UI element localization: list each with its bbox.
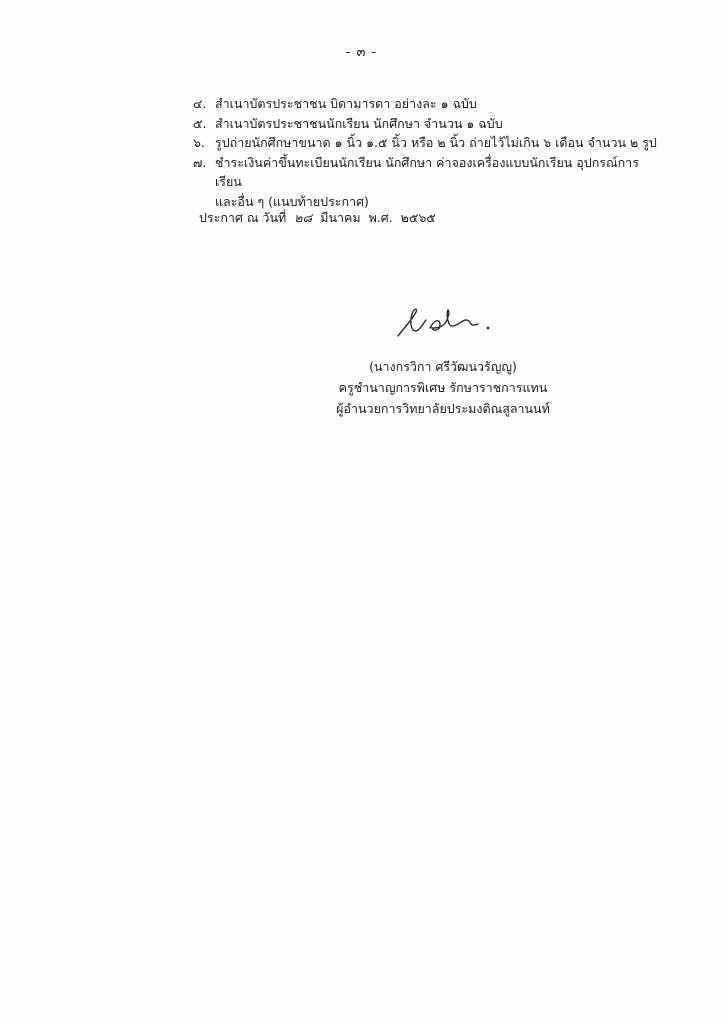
list-item — [193, 133, 663, 153]
announcement-year: ๒๕๖๕ — [400, 210, 436, 225]
page-number: - ๓ - — [345, 45, 378, 60]
requirements-list — [193, 94, 663, 211]
list-item — [193, 114, 663, 134]
announcement-month: มีนาคม — [320, 210, 361, 225]
item-text-continuation: และอื่น ๆ (แนบท้ายประกาศ) — [215, 193, 369, 209]
announcement-date-line — [199, 208, 436, 228]
item-text-block — [215, 153, 663, 212]
item-number: ๗. — [193, 154, 207, 170]
handwritten-signature — [392, 298, 502, 344]
announcement-prefix: ประกาศ ณ วันที่ — [199, 210, 287, 225]
list-item — [193, 94, 663, 114]
signer-name: (นางกรวิกา ศรีวัฒนวรัญญู) — [369, 359, 517, 374]
item-text: สำเนาบัตรประชาชนนักเรียน นักศึกษา จำนวน ๑ ฉบับ — [215, 115, 503, 131]
announcement-era: พ.ศ. — [368, 210, 393, 225]
item-number: ๕. — [193, 115, 207, 131]
signer-title: ผู้อำนวยการวิทยาลัยประมงติณสูลานนท์ — [336, 401, 550, 416]
item-number: ๔. — [193, 96, 207, 111]
item-text: ชำระเงินค่าขึ้นทะเบียนนักเรียน นักศึกษา ค่าจองเครื่องแบบนักเรียน อุปกรณ์การเรียน — [215, 154, 639, 189]
signer-position: ครูชำนาญการพิเศษ รักษาราชการแทน — [338, 380, 548, 395]
announcement-day: ๒๘ — [294, 210, 313, 225]
item-text: รูปถ่ายนักศึกษาขนาด ๑ นิ้ว ๑.๕ นิ้ว หรือ ๒ นิ้ว ถ่ายไว้ไม่เกิน ๖ เดือน จำนวน ๒ รูป — [215, 135, 657, 150]
item-number: ๖. — [193, 135, 205, 150]
list-item — [193, 153, 663, 212]
item-text: สำเนาบัตรประชาชน บิดามารดา อย่างละ ๑ ฉบับ — [215, 96, 477, 111]
signer-block — [318, 356, 568, 419]
